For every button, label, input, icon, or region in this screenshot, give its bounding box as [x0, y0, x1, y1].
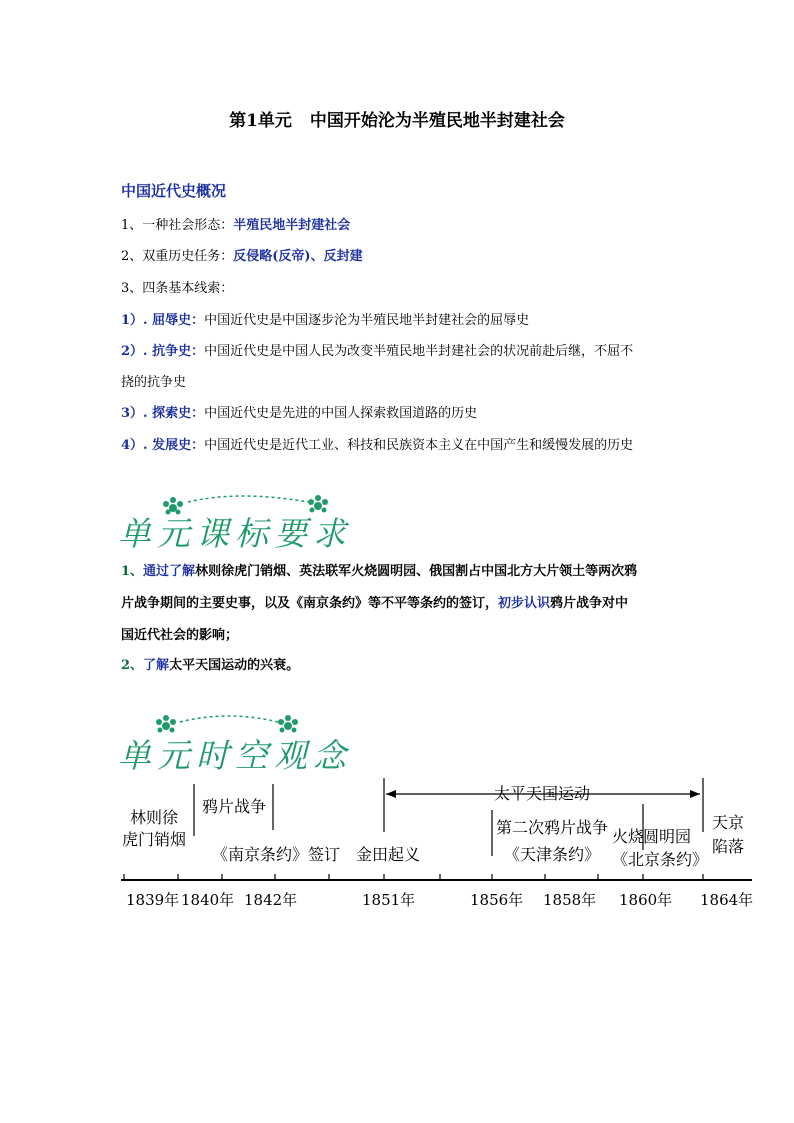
- event-label-tianjin-treaty: 《天津条约》: [504, 845, 601, 864]
- unit-number: 第1单元: [229, 111, 292, 131]
- overview-item: [121, 279, 233, 299]
- event-label-yuanmingyuan: 圆明园: [643, 827, 692, 846]
- thread-item: [121, 404, 477, 424]
- year-label: 1851年: [362, 891, 416, 909]
- requirement-item: [121, 656, 299, 676]
- overview-item: [121, 247, 363, 267]
- thread-item: [121, 436, 633, 456]
- item-label: 1、一种社会形态：: [121, 218, 234, 233]
- overview-heading: 中国近代史概况: [121, 182, 227, 200]
- event-label-jintian: 金田起义: [356, 845, 421, 864]
- event-label-taiping: 太平天国运动: [494, 784, 591, 803]
- req-verb: 初步认识: [498, 596, 551, 611]
- thread-text: 中国近代史是先进的中国人探索救国道路的历史: [204, 406, 478, 421]
- req-verb: 通过了解: [143, 564, 196, 579]
- arrow-right-icon: [690, 790, 700, 798]
- event-label-fall: 陷落: [712, 837, 745, 856]
- thread-text: 中国近代史是中国人民为改变半殖民地半封建社会的状况前赴后继，不屈不: [204, 344, 634, 359]
- arrow-left-icon: [386, 790, 396, 798]
- thread-label: 1）. 屈辱史：: [121, 313, 205, 328]
- year-label: 1858年: [543, 891, 597, 909]
- requirement-item-line2: [121, 594, 628, 614]
- year-label: 1842年: [244, 891, 298, 909]
- year-label: 1839年: [126, 891, 180, 909]
- item-value: 反侵略(反帝)、反封建: [233, 249, 363, 264]
- overview-item: [121, 216, 350, 236]
- event-label-lin: 林则徐: [130, 808, 179, 827]
- unit-title: 中国开始沦为半殖民地半封建社会: [309, 111, 565, 131]
- thread-item: [121, 342, 633, 362]
- req-text: 鸦片战争对中: [550, 596, 629, 611]
- thread-item-continued: 挠的抗争史: [121, 375, 187, 390]
- banner-title: 单元课标要求: [118, 514, 352, 553]
- req-num: 2、: [121, 658, 144, 673]
- event-label-lin: 虎门销烟: [122, 830, 187, 849]
- event-label-nanjing-treaty: 《南京条约》签订: [212, 845, 341, 864]
- requirement-item-line3: 国近代社会的影响；: [121, 628, 239, 643]
- event-label-beijing-treaty: 《北京条约》: [612, 850, 709, 869]
- thread-item: [121, 311, 529, 331]
- req-text: 太平天国运动的兴衰。: [169, 658, 300, 673]
- year-label: 1860年: [619, 891, 673, 909]
- event-label-fall: 天京: [712, 813, 745, 832]
- thread-text: 中国近代史是近代工业、科技和民族资本主义在中国产生和缓慢发展的历史: [204, 438, 634, 453]
- event-label-burn: 火烧: [612, 827, 645, 846]
- req-text: 片战争期间的主要史事，以及《南京条约》等不平等条约的签订，: [121, 596, 499, 611]
- thread-text: 中国近代史是中国逐步沦为半殖民地半封建社会的屈辱史: [204, 313, 530, 328]
- year-label: 1864年: [700, 891, 754, 909]
- banner-title: 单元时空观念: [118, 736, 352, 775]
- year-label: 1840年: [181, 891, 235, 909]
- requirement-item: [121, 562, 637, 582]
- thread-label: 3）. 探索史：: [121, 406, 205, 421]
- thread-label: 2）. 抗争史：: [121, 344, 205, 359]
- item-label: 2、双重历史任务：: [121, 249, 234, 264]
- req-num: 1、: [121, 564, 144, 579]
- year-label: 1856年: [470, 891, 524, 909]
- event-label-second-opium-war: 第二次鸦片战争: [496, 818, 609, 837]
- item-value: 半殖民地半封建社会: [233, 218, 351, 233]
- thread-label: 4）. 发展史：: [121, 438, 205, 453]
- page-title: [0, 106, 794, 131]
- event-label-opium-war: 鸦片战争: [202, 797, 267, 816]
- req-verb: 了解: [143, 658, 170, 673]
- item-label: 3、四条基本线索：: [121, 281, 234, 296]
- req-text: 林则徐虎门销烟、英法联军火烧圆明园、俄国割占中国北方大片领土等两次鸦: [195, 564, 638, 579]
